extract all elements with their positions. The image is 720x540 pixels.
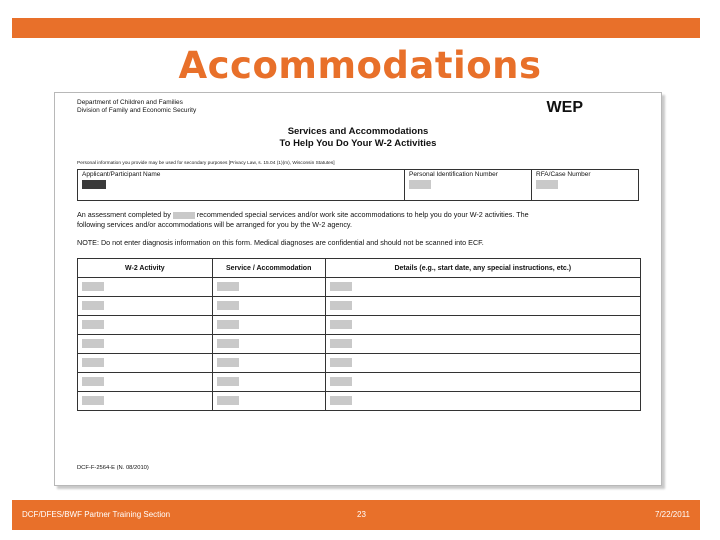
rfa-case-value — [536, 180, 558, 189]
table-row — [78, 316, 641, 335]
identification-fields — [77, 169, 639, 201]
footer-page-number: 23 — [357, 510, 366, 519]
service-cell[interactable] — [212, 373, 325, 392]
table-row — [78, 354, 641, 373]
service-cell[interactable] — [212, 278, 325, 297]
table-row — [78, 373, 641, 392]
pin-field[interactable] — [405, 170, 531, 200]
table-row — [78, 297, 641, 316]
pin-label: Personal Identification Number — [409, 171, 498, 178]
agency-line-2: Division of Family and Economic Security — [77, 107, 197, 114]
header-details: Details (e.g., start date, any special instructions, etc.) — [325, 259, 640, 278]
footer-date: 7/22/2011 — [655, 510, 690, 519]
service-cell[interactable] — [212, 354, 325, 373]
form-title-line-2: To Help You Do Your W-2 Activities — [279, 138, 437, 149]
diagnosis-note: NOTE: Do not enter diagnosis information on this form. Medical diagnoses are confidential and should not be scanned into ECF. — [77, 238, 484, 247]
form-number: DCF-F-2564-E (N. 08/2010) — [77, 465, 149, 471]
service-cell[interactable] — [212, 316, 325, 335]
pin-value — [409, 180, 431, 189]
table-header-row — [78, 259, 641, 278]
table-row — [78, 335, 641, 354]
service-cell[interactable] — [212, 297, 325, 316]
assessment-text-1: An assessment completed by — [77, 210, 171, 219]
table-row — [78, 392, 641, 411]
details-cell[interactable] — [325, 335, 640, 354]
details-cell[interactable] — [325, 392, 640, 411]
applicant-name-value — [82, 180, 106, 189]
slide-title: Accommodations — [178, 44, 542, 87]
activity-cell[interactable] — [78, 316, 213, 335]
activity-cell[interactable] — [78, 278, 213, 297]
privacy-note: Personal information you provide may be used for secondary purposes [Privacy Law, s. 15.04 (1)(m), Wisconsin Statutes] — [77, 161, 335, 166]
service-cell[interactable] — [212, 392, 325, 411]
rfa-case-field[interactable] — [532, 170, 638, 200]
assessment-paragraph — [77, 210, 637, 230]
assessor-name-fill[interactable] — [173, 212, 195, 219]
details-cell[interactable] — [325, 297, 640, 316]
footer-section-name: DCF/DFES/BWF Partner Training Section — [22, 510, 171, 519]
assessment-text-2: recommended special services and/or work site accommodations to help you do your W-2 activities. The — [196, 210, 529, 219]
accommodations-table — [77, 258, 641, 411]
applicant-name-label: Applicant/Participant Name — [82, 171, 161, 178]
assessment-text-3: following services and/or accommodations will be arranged for you by the W-2 agency. — [77, 220, 352, 229]
agency-header — [77, 99, 196, 115]
details-cell[interactable] — [325, 278, 640, 297]
form-title-line-1: Services and Accommodations — [287, 126, 429, 137]
activity-cell[interactable] — [78, 335, 213, 354]
form-image — [54, 92, 662, 486]
activity-cell[interactable] — [78, 354, 213, 373]
applicant-name-field[interactable] — [78, 170, 404, 200]
table-row — [78, 278, 641, 297]
activity-cell[interactable] — [78, 392, 213, 411]
details-cell[interactable] — [325, 354, 640, 373]
top-accent-bar — [12, 18, 700, 38]
activity-cell[interactable] — [78, 297, 213, 316]
program-code: WEP — [546, 99, 583, 116]
details-cell[interactable] — [325, 373, 640, 392]
rfa-case-label: RFA/Case Number — [536, 171, 591, 178]
header-w2-activity: W-2 Activity — [78, 259, 213, 278]
header-service-accommodation: Service / Accommodation — [212, 259, 325, 278]
details-cell[interactable] — [325, 316, 640, 335]
activity-cell[interactable] — [78, 373, 213, 392]
agency-line-1: Department of Children and Families — [77, 99, 183, 106]
service-cell[interactable] — [212, 335, 325, 354]
